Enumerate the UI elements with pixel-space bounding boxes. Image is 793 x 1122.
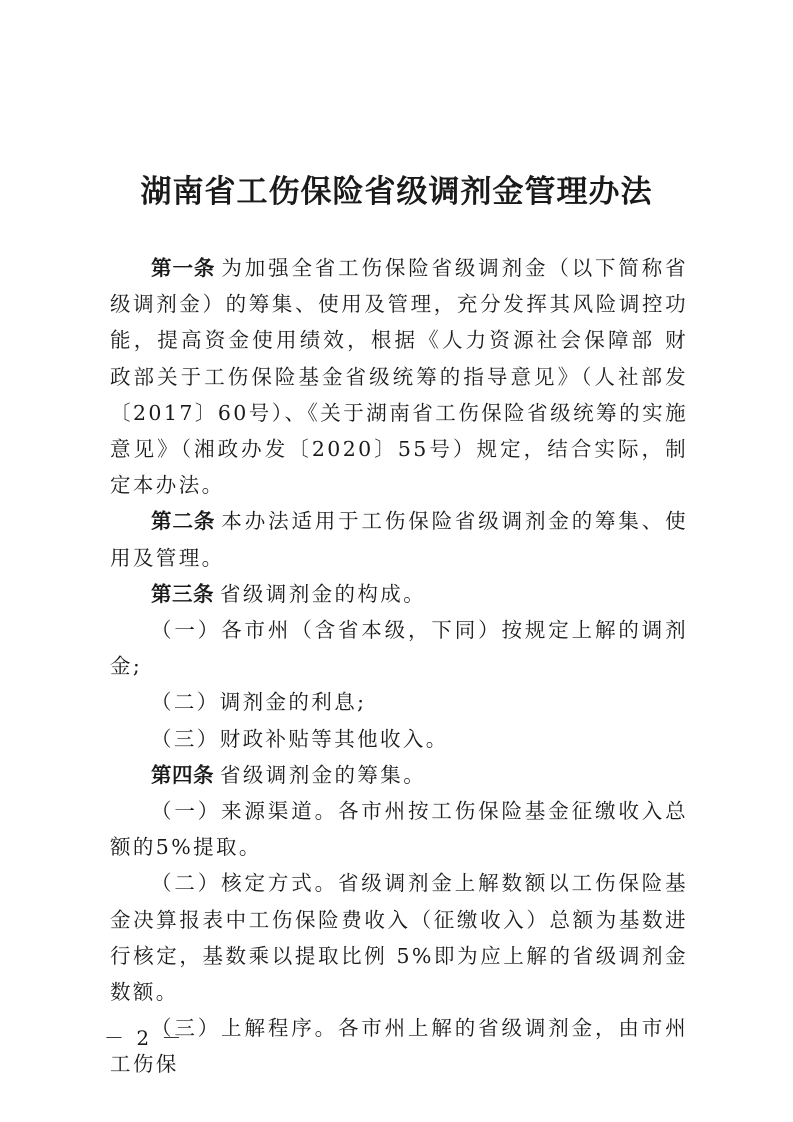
article-heading: 第四条	[151, 762, 214, 787]
list-item-text: （二）调剂金的利息;	[151, 690, 367, 715]
list-item-text: （一）来源渠道。各市州按工伤保险基金征缴收入总额的5%提取。	[110, 799, 688, 860]
list-item-text: （一）各市州（含省本级，下同）按规定上解的调剂金;	[110, 618, 688, 679]
list-item-text: （三）上解程序。各市州上解的省级调剂金，由市州工伤保	[110, 1016, 688, 1077]
article-text: 省级调剂金的构成。	[220, 581, 427, 606]
article-heading: 第三条	[151, 581, 214, 606]
document-title: 湖南省工伤保险省级调剂金管理办法	[140, 174, 653, 210]
article-text: 为加强全省工伤保险省级调剂金（以下简称省级调剂金）的筹集、使用及管理，充分发挥其风险调控功能，提高资金使用绩效，根据《人力资源社会保障部 财政部关于工伤保险基金省级统筹的指导意见》（人社部发〔2017〕60号）、《关于湖南省工伤保险省级统筹的实施意见》（湘政办发〔2020〕55号）规定，结合实际，制定本办法。	[110, 256, 689, 498]
list-item	[110, 1010, 688, 1082]
list-item	[110, 612, 688, 684]
document-body	[110, 250, 688, 1083]
list-item	[110, 865, 688, 1010]
list-item-text: （三）财政补贴等其他收入。	[151, 726, 449, 751]
article-text: 省级调剂金的筹集。	[220, 762, 427, 787]
page-number: － 2 －	[104, 1026, 185, 1050]
article-1	[110, 250, 688, 503]
article-text: 本办法适用于工伤保险省级调剂金的筹集、使用及管理。	[110, 509, 689, 570]
list-item	[110, 721, 688, 757]
article-2	[110, 503, 688, 575]
list-item	[110, 684, 688, 720]
article-heading: 第一条	[151, 256, 216, 280]
article-heading: 第二条	[151, 509, 216, 534]
article-3	[110, 576, 688, 612]
list-item-text: （二）核定方式。省级调剂金上解数额以工伤保险基金决算报表中工伤保险费收入（征缴收入）总额为基数进行核定，基数乘以提取比例 5%即为应上解的省级调剂金数额。	[110, 871, 688, 1005]
article-4	[110, 757, 688, 793]
list-item	[110, 793, 688, 865]
